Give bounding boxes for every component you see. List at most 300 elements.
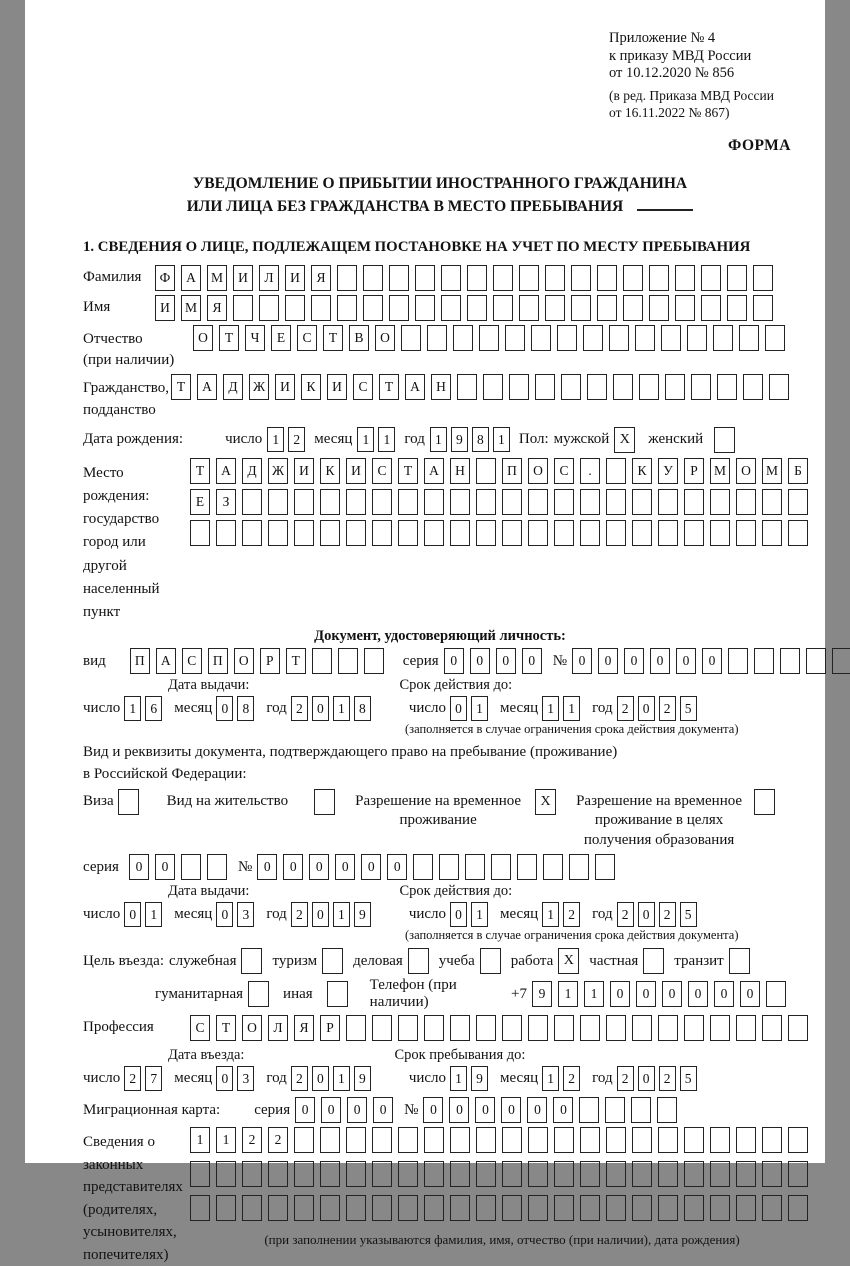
char-cell[interactable]: 1: [333, 902, 350, 927]
char-cell[interactable]: Р: [320, 1015, 340, 1041]
char-cell[interactable]: 8: [354, 696, 371, 721]
char-cell[interactable]: [268, 489, 288, 515]
char-cell[interactable]: И: [346, 458, 366, 484]
char-cell[interactable]: [181, 854, 201, 880]
char-cell[interactable]: Я: [311, 265, 331, 291]
char-cell[interactable]: Т: [219, 325, 239, 351]
char-cell[interactable]: 3: [237, 902, 254, 927]
char-cell[interactable]: [769, 374, 789, 400]
char-cell[interactable]: А: [197, 374, 217, 400]
char-cell[interactable]: С: [554, 458, 574, 484]
char-cell[interactable]: [502, 1161, 522, 1187]
char-cell[interactable]: О: [242, 1015, 262, 1041]
char-cell[interactable]: С: [353, 374, 373, 400]
char-cell[interactable]: 0: [522, 648, 542, 674]
char-cell[interactable]: [450, 520, 470, 546]
char-cell[interactable]: Д: [242, 458, 262, 484]
char-cell[interactable]: [364, 648, 384, 674]
char-cell[interactable]: [476, 520, 496, 546]
char-cell[interactable]: [479, 325, 499, 351]
char-cell[interactable]: [311, 295, 331, 321]
char-cell[interactable]: [658, 1195, 678, 1221]
char-cell[interactable]: Н: [431, 374, 451, 400]
char-cell[interactable]: [587, 374, 607, 400]
char-cell[interactable]: [583, 325, 603, 351]
char-cell[interactable]: [710, 520, 730, 546]
char-cell[interactable]: [439, 854, 459, 880]
char-cell[interactable]: [346, 1015, 366, 1041]
char-cell[interactable]: Т: [323, 325, 343, 351]
char-cell[interactable]: 1: [190, 1127, 210, 1153]
char-cell[interactable]: 2: [268, 1127, 288, 1153]
char-cell[interactable]: 0: [449, 1097, 469, 1123]
char-cell[interactable]: [413, 854, 433, 880]
char-cell[interactable]: М: [710, 458, 730, 484]
char-cell[interactable]: [372, 520, 392, 546]
char-cell[interactable]: 0: [572, 648, 592, 674]
char-cell[interactable]: 0: [283, 854, 303, 880]
purpose-official-checkbox[interactable]: [241, 948, 262, 974]
char-cell[interactable]: И: [294, 458, 314, 484]
char-cell[interactable]: [268, 1161, 288, 1187]
char-cell[interactable]: [190, 1161, 210, 1187]
char-cell[interactable]: С: [297, 325, 317, 351]
char-cell[interactable]: Я: [207, 295, 227, 321]
char-cell[interactable]: Т: [190, 458, 210, 484]
char-cell[interactable]: [595, 854, 615, 880]
char-cell[interactable]: 9: [471, 1066, 488, 1091]
char-cell[interactable]: [766, 981, 786, 1007]
char-cell[interactable]: И: [275, 374, 295, 400]
char-cell[interactable]: [606, 520, 626, 546]
char-cell[interactable]: [743, 374, 763, 400]
char-cell[interactable]: [502, 489, 522, 515]
char-cell[interactable]: 0: [155, 854, 175, 880]
char-cell[interactable]: [639, 374, 659, 400]
char-cell[interactable]: 0: [598, 648, 618, 674]
char-cell[interactable]: 2: [288, 427, 305, 452]
char-cell[interactable]: 0: [129, 854, 149, 880]
char-cell[interactable]: [736, 1161, 756, 1187]
char-cell[interactable]: [762, 1127, 782, 1153]
char-cell[interactable]: [415, 265, 435, 291]
char-cell[interactable]: [528, 489, 548, 515]
char-cell[interactable]: [372, 1127, 392, 1153]
char-cell[interactable]: [658, 1127, 678, 1153]
char-cell[interactable]: [684, 489, 704, 515]
char-cell[interactable]: [441, 295, 461, 321]
char-cell[interactable]: [528, 1195, 548, 1221]
char-cell[interactable]: [467, 295, 487, 321]
purpose-study-checkbox[interactable]: [480, 948, 501, 974]
char-cell[interactable]: 0: [361, 854, 381, 880]
char-cell[interactable]: [346, 489, 366, 515]
char-cell[interactable]: [476, 458, 496, 484]
char-cell[interactable]: 0: [702, 648, 722, 674]
char-cell[interactable]: [502, 1127, 522, 1153]
char-cell[interactable]: [649, 265, 669, 291]
char-cell[interactable]: [684, 1127, 704, 1153]
char-cell[interactable]: [739, 325, 759, 351]
char-cell[interactable]: [580, 489, 600, 515]
char-cell[interactable]: [710, 1195, 730, 1221]
char-cell[interactable]: [580, 1015, 600, 1041]
char-cell[interactable]: К: [632, 458, 652, 484]
char-cell[interactable]: [531, 325, 551, 351]
char-cell[interactable]: [424, 1015, 444, 1041]
char-cell[interactable]: 1: [267, 427, 284, 452]
char-cell[interactable]: [363, 295, 383, 321]
char-cell[interactable]: [424, 520, 444, 546]
char-cell[interactable]: 0: [347, 1097, 367, 1123]
char-cell[interactable]: [728, 648, 748, 674]
char-cell[interactable]: 2: [617, 902, 634, 927]
char-cell[interactable]: 2: [617, 696, 634, 721]
char-cell[interactable]: [233, 295, 253, 321]
char-cell[interactable]: [579, 1097, 599, 1123]
char-cell[interactable]: 2: [242, 1127, 262, 1153]
purpose-humanitarian-checkbox[interactable]: [248, 981, 269, 1007]
char-cell[interactable]: [242, 1195, 262, 1221]
char-cell[interactable]: [687, 325, 707, 351]
char-cell[interactable]: 9: [354, 1066, 371, 1091]
char-cell[interactable]: [346, 1127, 366, 1153]
char-cell[interactable]: [398, 1161, 418, 1187]
char-cell[interactable]: Т: [398, 458, 418, 484]
char-cell[interactable]: [346, 520, 366, 546]
char-cell[interactable]: [635, 325, 655, 351]
char-cell[interactable]: [554, 489, 574, 515]
char-cell[interactable]: 0: [527, 1097, 547, 1123]
char-cell[interactable]: 2: [563, 902, 580, 927]
char-cell[interactable]: [363, 265, 383, 291]
char-cell[interactable]: 0: [312, 902, 329, 927]
char-cell[interactable]: [606, 1195, 626, 1221]
char-cell[interactable]: 1: [333, 1066, 350, 1091]
char-cell[interactable]: [675, 295, 695, 321]
char-cell[interactable]: М: [762, 458, 782, 484]
char-cell[interactable]: [545, 295, 565, 321]
char-cell[interactable]: А: [156, 648, 176, 674]
char-cell[interactable]: О: [736, 458, 756, 484]
char-cell[interactable]: [535, 374, 555, 400]
char-cell[interactable]: Л: [268, 1015, 288, 1041]
char-cell[interactable]: [658, 520, 678, 546]
char-cell[interactable]: [606, 458, 626, 484]
char-cell[interactable]: К: [320, 458, 340, 484]
char-cell[interactable]: [389, 295, 409, 321]
char-cell[interactable]: К: [301, 374, 321, 400]
char-cell[interactable]: 0: [335, 854, 355, 880]
char-cell[interactable]: Ж: [268, 458, 288, 484]
char-cell[interactable]: 1: [493, 427, 510, 452]
char-cell[interactable]: [580, 520, 600, 546]
char-cell[interactable]: [268, 520, 288, 546]
char-cell[interactable]: 2: [563, 1066, 580, 1091]
char-cell[interactable]: [632, 520, 652, 546]
char-cell[interactable]: Р: [260, 648, 280, 674]
char-cell[interactable]: 0: [475, 1097, 495, 1123]
char-cell[interactable]: 1: [471, 902, 488, 927]
char-cell[interactable]: 1: [145, 902, 162, 927]
char-cell[interactable]: [491, 854, 511, 880]
char-cell[interactable]: [717, 374, 737, 400]
char-cell[interactable]: 1: [430, 427, 447, 452]
char-cell[interactable]: [294, 1161, 314, 1187]
char-cell[interactable]: [519, 265, 539, 291]
char-cell[interactable]: [762, 1195, 782, 1221]
char-cell[interactable]: 1: [558, 981, 578, 1007]
char-cell[interactable]: П: [130, 648, 150, 674]
char-cell[interactable]: [736, 489, 756, 515]
char-cell[interactable]: [580, 1195, 600, 1221]
purpose-private-checkbox[interactable]: [643, 948, 664, 974]
purpose-business-checkbox[interactable]: [408, 948, 429, 974]
char-cell[interactable]: [242, 1161, 262, 1187]
char-cell[interactable]: А: [216, 458, 236, 484]
purpose-tourism-checkbox[interactable]: [322, 948, 343, 974]
char-cell[interactable]: [242, 489, 262, 515]
char-cell[interactable]: Л: [259, 265, 279, 291]
char-cell[interactable]: [476, 1015, 496, 1041]
char-cell[interactable]: М: [181, 295, 201, 321]
char-cell[interactable]: [502, 1195, 522, 1221]
char-cell[interactable]: [623, 265, 643, 291]
char-cell[interactable]: [453, 325, 473, 351]
char-cell[interactable]: 1: [378, 427, 395, 452]
char-cell[interactable]: [493, 265, 513, 291]
char-cell[interactable]: [450, 489, 470, 515]
char-cell[interactable]: Ф: [155, 265, 175, 291]
char-cell[interactable]: 9: [532, 981, 552, 1007]
char-cell[interactable]: [268, 1195, 288, 1221]
char-cell[interactable]: [606, 1127, 626, 1153]
char-cell[interactable]: А: [405, 374, 425, 400]
char-cell[interactable]: [806, 648, 826, 674]
char-cell[interactable]: 0: [650, 648, 670, 674]
char-cell[interactable]: [483, 374, 503, 400]
char-cell[interactable]: [372, 1195, 392, 1221]
char-cell[interactable]: 0: [662, 981, 682, 1007]
char-cell[interactable]: 3: [237, 1066, 254, 1091]
char-cell[interactable]: 0: [450, 696, 467, 721]
char-cell[interactable]: [691, 374, 711, 400]
char-cell[interactable]: 1: [542, 1066, 559, 1091]
char-cell[interactable]: 0: [638, 696, 655, 721]
char-cell[interactable]: [554, 1161, 574, 1187]
char-cell[interactable]: [788, 489, 808, 515]
char-cell[interactable]: [216, 1161, 236, 1187]
char-cell[interactable]: 0: [676, 648, 696, 674]
char-cell[interactable]: Т: [216, 1015, 236, 1041]
char-cell[interactable]: [710, 489, 730, 515]
char-cell[interactable]: 2: [617, 1066, 634, 1091]
char-cell[interactable]: [736, 520, 756, 546]
char-cell[interactable]: 5: [680, 1066, 697, 1091]
char-cell[interactable]: [528, 1161, 548, 1187]
purpose-transit-checkbox[interactable]: [729, 948, 750, 974]
char-cell[interactable]: [476, 489, 496, 515]
char-cell[interactable]: С: [372, 458, 392, 484]
char-cell[interactable]: [632, 1161, 652, 1187]
char-cell[interactable]: В: [349, 325, 369, 351]
char-cell[interactable]: [294, 1127, 314, 1153]
char-cell[interactable]: 0: [688, 981, 708, 1007]
char-cell[interactable]: [441, 265, 461, 291]
char-cell[interactable]: И: [285, 265, 305, 291]
char-cell[interactable]: [727, 265, 747, 291]
char-cell[interactable]: [528, 1015, 548, 1041]
char-cell[interactable]: [312, 648, 332, 674]
char-cell[interactable]: [753, 295, 773, 321]
char-cell[interactable]: [710, 1161, 730, 1187]
char-cell[interactable]: [788, 1195, 808, 1221]
char-cell[interactable]: [701, 295, 721, 321]
char-cell[interactable]: З: [216, 489, 236, 515]
char-cell[interactable]: [450, 1195, 470, 1221]
char-cell[interactable]: 0: [638, 1066, 655, 1091]
char-cell[interactable]: [609, 325, 629, 351]
char-cell[interactable]: [476, 1127, 496, 1153]
char-cell[interactable]: 0: [373, 1097, 393, 1123]
char-cell[interactable]: [580, 1127, 600, 1153]
char-cell[interactable]: 2: [291, 696, 308, 721]
char-cell[interactable]: [657, 1097, 677, 1123]
char-cell[interactable]: [320, 1195, 340, 1221]
char-cell[interactable]: [346, 1195, 366, 1221]
char-cell[interactable]: [658, 489, 678, 515]
char-cell[interactable]: [294, 1195, 314, 1221]
char-cell[interactable]: [294, 489, 314, 515]
char-cell[interactable]: 1: [542, 902, 559, 927]
char-cell[interactable]: 9: [451, 427, 468, 452]
char-cell[interactable]: [190, 520, 210, 546]
char-cell[interactable]: 0: [321, 1097, 341, 1123]
char-cell[interactable]: [457, 374, 477, 400]
char-cell[interactable]: [736, 1127, 756, 1153]
char-cell[interactable]: [207, 854, 227, 880]
char-cell[interactable]: У: [658, 458, 678, 484]
char-cell[interactable]: 0: [309, 854, 329, 880]
char-cell[interactable]: [632, 1127, 652, 1153]
char-cell[interactable]: [528, 520, 548, 546]
char-cell[interactable]: 0: [714, 981, 734, 1007]
char-cell[interactable]: [788, 1127, 808, 1153]
char-cell[interactable]: 1: [584, 981, 604, 1007]
char-cell[interactable]: 0: [553, 1097, 573, 1123]
char-cell[interactable]: [372, 1161, 392, 1187]
char-cell[interactable]: 8: [472, 427, 489, 452]
char-cell[interactable]: [242, 520, 262, 546]
purpose-other-checkbox[interactable]: [327, 981, 348, 1007]
char-cell[interactable]: [684, 520, 704, 546]
char-cell[interactable]: [502, 1015, 522, 1041]
char-cell[interactable]: [450, 1015, 470, 1041]
char-cell[interactable]: [337, 295, 357, 321]
char-cell[interactable]: [519, 295, 539, 321]
char-cell[interactable]: А: [424, 458, 444, 484]
char-cell[interactable]: [623, 295, 643, 321]
char-cell[interactable]: И: [155, 295, 175, 321]
char-cell[interactable]: 0: [740, 981, 760, 1007]
char-cell[interactable]: Я: [294, 1015, 314, 1041]
char-cell[interactable]: Т: [171, 374, 191, 400]
char-cell[interactable]: 0: [624, 648, 644, 674]
char-cell[interactable]: 1: [333, 696, 350, 721]
char-cell[interactable]: [580, 1161, 600, 1187]
char-cell[interactable]: [401, 325, 421, 351]
char-cell[interactable]: 0: [295, 1097, 315, 1123]
char-cell[interactable]: 7: [145, 1066, 162, 1091]
char-cell[interactable]: 2: [291, 902, 308, 927]
char-cell[interactable]: [569, 854, 589, 880]
char-cell[interactable]: 0: [636, 981, 656, 1007]
char-cell[interactable]: [632, 1015, 652, 1041]
char-cell[interactable]: [788, 520, 808, 546]
char-cell[interactable]: 2: [124, 1066, 141, 1091]
char-cell[interactable]: .: [580, 458, 600, 484]
char-cell[interactable]: 0: [470, 648, 490, 674]
char-cell[interactable]: [832, 648, 850, 674]
char-cell[interactable]: [398, 1015, 418, 1041]
char-cell[interactable]: [509, 374, 529, 400]
char-cell[interactable]: [571, 295, 591, 321]
char-cell[interactable]: [543, 854, 563, 880]
char-cell[interactable]: [597, 265, 617, 291]
char-cell[interactable]: [661, 325, 681, 351]
char-cell[interactable]: 1: [357, 427, 374, 452]
char-cell[interactable]: [528, 1127, 548, 1153]
char-cell[interactable]: 0: [638, 902, 655, 927]
char-cell[interactable]: [684, 1015, 704, 1041]
char-cell[interactable]: О: [528, 458, 548, 484]
char-cell[interactable]: Ч: [245, 325, 265, 351]
char-cell[interactable]: [736, 1195, 756, 1221]
char-cell[interactable]: Р: [684, 458, 704, 484]
char-cell[interactable]: 0: [501, 1097, 521, 1123]
char-cell[interactable]: [606, 1161, 626, 1187]
char-cell[interactable]: [675, 265, 695, 291]
char-cell[interactable]: 2: [659, 1066, 676, 1091]
char-cell[interactable]: [554, 520, 574, 546]
char-cell[interactable]: [398, 1127, 418, 1153]
char-cell[interactable]: 5: [680, 902, 697, 927]
char-cell[interactable]: [389, 265, 409, 291]
char-cell[interactable]: [762, 1015, 782, 1041]
char-cell[interactable]: [701, 265, 721, 291]
char-cell[interactable]: [216, 1195, 236, 1221]
char-cell[interactable]: 1: [563, 696, 580, 721]
char-cell[interactable]: [606, 489, 626, 515]
char-cell[interactable]: [398, 1195, 418, 1221]
char-cell[interactable]: [632, 489, 652, 515]
char-cell[interactable]: [320, 520, 340, 546]
char-cell[interactable]: [658, 1015, 678, 1041]
char-cell[interactable]: И: [233, 265, 253, 291]
purpose-work-checkbox[interactable]: X: [558, 948, 579, 974]
char-cell[interactable]: Е: [271, 325, 291, 351]
char-cell[interactable]: [780, 648, 800, 674]
char-cell[interactable]: [337, 265, 357, 291]
char-cell[interactable]: [476, 1161, 496, 1187]
char-cell[interactable]: [502, 520, 522, 546]
visa-checkbox[interactable]: [118, 789, 139, 815]
male-checkbox[interactable]: X: [614, 427, 635, 453]
char-cell[interactable]: [762, 489, 782, 515]
char-cell[interactable]: 0: [216, 696, 233, 721]
char-cell[interactable]: [753, 265, 773, 291]
char-cell[interactable]: 0: [444, 648, 464, 674]
